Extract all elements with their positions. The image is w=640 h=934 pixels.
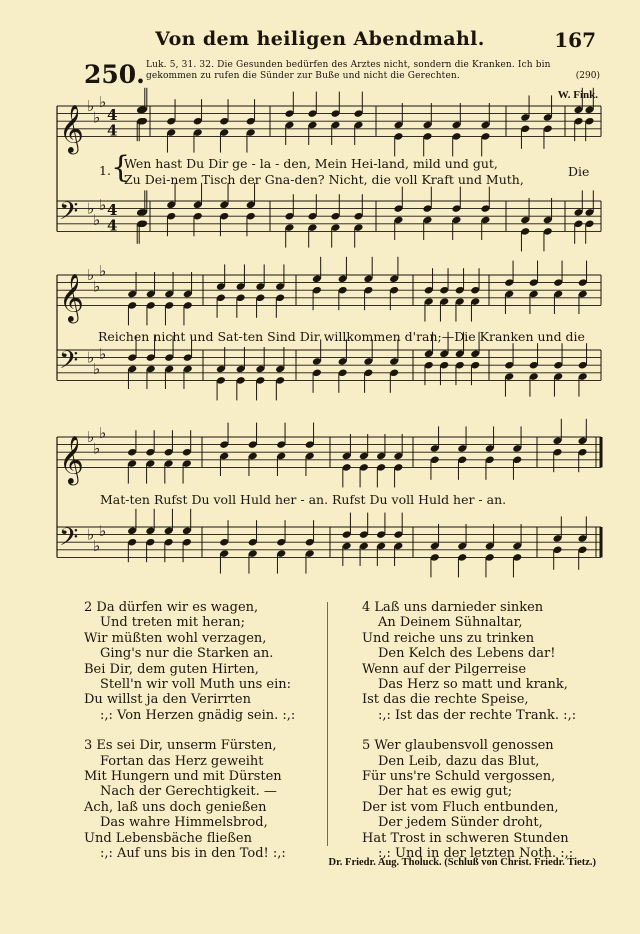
flat-sign: ♭ bbox=[93, 537, 101, 555]
page-number: 167 bbox=[554, 28, 596, 52]
page-title: Von dem heiligen Abendmahl. bbox=[155, 28, 485, 50]
verse-line: Der ist vom Fluch entbunden, bbox=[362, 799, 559, 815]
verse-line: Stell'n wir voll Muth uns ein: bbox=[100, 677, 292, 693]
bass-clef: 𝄢 bbox=[59, 196, 79, 232]
flat-sign: ♭ bbox=[93, 439, 101, 458]
bass-clef: 𝄢 bbox=[59, 345, 79, 381]
verse-line: Und reiche uns zu trinken bbox=[362, 630, 535, 646]
flat-sign: ♭ bbox=[87, 266, 95, 284]
stanza-2 bbox=[84, 600, 295, 723]
verse-line: Der hat es ewig gut; bbox=[378, 784, 513, 800]
treble-clef: 𝄞 bbox=[59, 434, 84, 484]
author-attribution: Dr. Friedr. Aug. Tholuck. (Schluß von Christ. Friedr. Tietz.) bbox=[328, 857, 596, 868]
verse-line: An Deinem Sühnaltar, bbox=[378, 615, 523, 631]
stanza-5 bbox=[362, 738, 576, 861]
verse-line: Und Lebensbäche fließen bbox=[84, 830, 252, 846]
lyric-line: Mat-ten Rufst Du voll Huld her - an. Rufst Du voll Huld her - an. bbox=[100, 492, 507, 507]
verse-line: 4 Laß uns darnieder sinken bbox=[362, 600, 544, 615]
flat-sign: ♭ bbox=[93, 277, 101, 296]
verse-line: Ach, laß uns doch genießen bbox=[84, 799, 267, 815]
treble-clef: 𝄞 bbox=[59, 103, 84, 153]
verse-line: Fortan das Herz geweiht bbox=[100, 753, 264, 769]
verse-line: 2 Da dürfen wir es wagen, bbox=[84, 600, 259, 615]
hymn-number: 250. bbox=[84, 60, 145, 89]
verse-line: Und treten mit heran; bbox=[100, 615, 245, 631]
verses-right-column bbox=[362, 600, 576, 877]
verse-line: Ging's nur die Starken an. bbox=[100, 646, 274, 662]
stanza-3 bbox=[84, 738, 295, 861]
flat-sign: ♭ bbox=[87, 348, 95, 367]
verse-line: Hat Trost in schweren Stunden bbox=[362, 830, 569, 846]
flat-sign: ♭ bbox=[87, 97, 95, 115]
verse-line: Wenn auf der Pilgerreise bbox=[362, 661, 527, 677]
flat-sign: ♭ bbox=[93, 211, 101, 229]
flat-sign: ♭ bbox=[99, 195, 107, 214]
flat-sign: ♭ bbox=[93, 108, 101, 127]
verse-line: Bei Dir, dem guten Hirten, bbox=[84, 661, 259, 677]
verse-line: Das wahre Himmelsbrod, bbox=[100, 815, 268, 831]
flat-sign: ♭ bbox=[99, 344, 107, 363]
verse-line: Für uns're Schuld vergossen, bbox=[362, 769, 556, 785]
flat-sign: ♭ bbox=[99, 424, 107, 443]
lyric-pickup: Die bbox=[568, 164, 590, 179]
verse-number: 1. bbox=[99, 163, 111, 178]
verse-line: :,: Und in der letzten Noth. :,: bbox=[378, 846, 574, 862]
scripture-quote: Luk. 5, 31. 32. Die Gesunden bedürfen des Arztes nicht, sondern die Kranken. Ich bin gekommen zu rufen die Sünder zur Buße und nicht die Gerechten. bbox=[146, 60, 551, 81]
flat-sign: ♭ bbox=[99, 93, 107, 112]
time-signature: 4 bbox=[107, 201, 118, 220]
verse-line: :,: Ist das der rechte Trank. :,: bbox=[378, 707, 577, 723]
verse-line: 5 Wer glaubensvoll genossen bbox=[362, 738, 554, 754]
verse-line: Der jedem Sünder droht, bbox=[378, 815, 543, 831]
flat-sign: ♭ bbox=[87, 525, 95, 544]
bass-clef: 𝄢 bbox=[59, 522, 79, 558]
flat-sign: ♭ bbox=[87, 199, 95, 218]
lyric-line: Reichen nicht und Sat-ten Sind Dir willkommen d'ran;—Die Kranken und die bbox=[98, 329, 585, 344]
scripture-reference: (290) bbox=[575, 71, 600, 81]
time-signature: 4 bbox=[107, 121, 118, 140]
flat-sign: ♭ bbox=[99, 262, 107, 281]
time-signature: 4 bbox=[107, 216, 118, 235]
lyric-brace: { bbox=[111, 150, 131, 185]
stanza-4 bbox=[362, 600, 576, 723]
verse-line: Den Leib, dazu das Blut, bbox=[378, 753, 540, 769]
verse-line: Nach der Gerechtigkeit. — bbox=[100, 784, 277, 800]
composer-credit: W. Fink. bbox=[557, 89, 598, 101]
flat-sign: ♭ bbox=[93, 360, 101, 378]
verse-line: Du willst ja den Verirrten bbox=[84, 692, 251, 708]
lyric-line: Wen hast Du Dir ge - la - den, Mein Hei-land, mild und gut, bbox=[124, 156, 498, 171]
time-signature: 4 bbox=[107, 106, 118, 125]
verse-line: :,: Auf uns bis in den Tod! :,: bbox=[100, 846, 286, 862]
verse-line: Wir müßten wohl verzagen, bbox=[84, 630, 267, 646]
column-divider bbox=[327, 602, 328, 846]
verse-line: Das Herz so matt und krank, bbox=[378, 677, 568, 693]
flat-sign: ♭ bbox=[87, 428, 95, 446]
verses-left-column bbox=[84, 600, 295, 877]
verse-line: Den Kelch des Lebens dar! bbox=[378, 646, 556, 662]
verse-line: Ist das die rechte Speise, bbox=[362, 692, 529, 708]
lyric-line: Zu Dei-nem Tisch der Gna-den? Nicht, die voll Kraft und Muth, bbox=[124, 172, 524, 187]
verse-line: 3 Es sei Dir, unserm Fürsten, bbox=[84, 738, 277, 754]
flat-sign: ♭ bbox=[99, 521, 107, 540]
verse-line: :,: Von Herzen gnädig sein. :,: bbox=[100, 707, 296, 723]
treble-clef: 𝄞 bbox=[59, 272, 84, 322]
verse-line: Mit Hungern und mit Dürsten bbox=[84, 769, 282, 785]
